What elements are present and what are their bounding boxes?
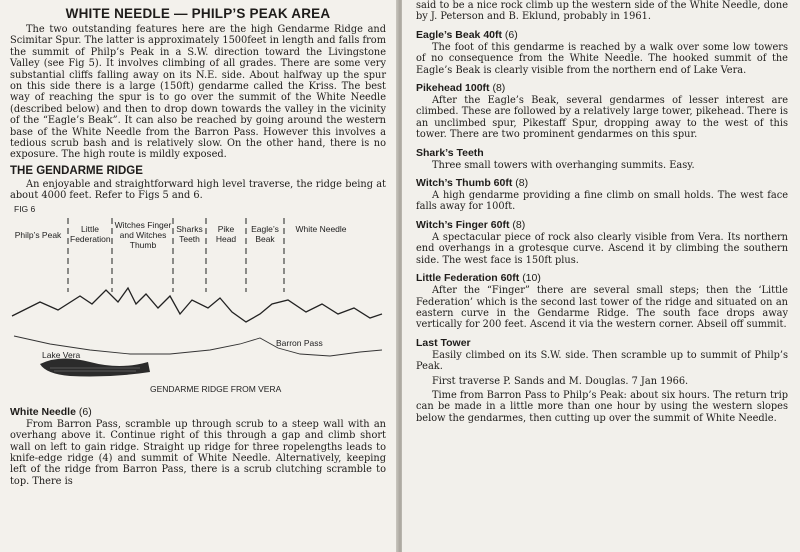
right-page <box>402 0 800 552</box>
section-text: The foot of this gendarme is reached by a walk over some low towers of no consequence from the White Needle. The hooked summit of the Eagle’s Beak is clearly visible from the northern end of Lake Vera. <box>416 41 788 76</box>
label-eagles-beak: Eagle’s Beak <box>251 223 279 244</box>
label-pike-head: Pike Head <box>215 223 237 244</box>
figure-6 <box>10 204 386 400</box>
section-heading <box>416 29 788 41</box>
figure-caption: GENDARME RIDGE FROM VERA <box>150 383 282 394</box>
section-name: Witch’s Thumb 60ft <box>416 177 513 190</box>
section-text: After the Eagle’s Beak, several gendarmes of lesser interest are climbed. These are followed by a relatively large tower, pikehead. There is an unclimbed spur, Pikestaff Spur, dropping away to the west of this tower. There are two prominent gendarmes on this spur. <box>416 95 788 141</box>
section-name: Eagle’s Beak 40ft <box>416 28 502 41</box>
figure-number: FIG 6 <box>14 203 36 214</box>
label-philps-peak: Philp’s Peak <box>14 229 62 240</box>
gendarme-ridge-heading: THE GENDARME RIDGE <box>10 164 143 177</box>
section-heading <box>416 272 788 284</box>
label-witches: Witches Finger and Witches Thumb <box>114 219 172 250</box>
section-grade: (6) <box>504 28 518 41</box>
section-heading <box>416 337 788 349</box>
left-page <box>0 0 398 552</box>
section-grade: (8) <box>492 82 506 95</box>
section-grade: (10) <box>522 272 541 285</box>
label-little-federation: Little Federation <box>70 223 111 244</box>
time-paragraph: Time from Barron Pass to Philp’s Peak: about six hours. The return trip can be made in a little more than one hour by using the western slopes below the gendarmes, then cutting up over the summit of White Needle. <box>416 389 788 424</box>
section-grade: (8) <box>512 218 526 231</box>
section-heading <box>416 147 788 159</box>
section-name: Witch’s Finger 60ft <box>416 218 510 231</box>
section-grade: (8) <box>515 177 529 190</box>
label-white-needle: White Needle <box>295 223 347 234</box>
section-heading <box>416 177 788 189</box>
first-traverse-note: First traverse P. Sands and M. Douglas. 7 Jan 1966. <box>432 375 689 387</box>
page-title: WHITE NEEDLE — PHILP’S PEAK AREA <box>65 6 331 21</box>
white-needle-paragraph: From Barron Pass, scramble up through scrub to a steep wall with an overhang above it. Continue right of this through a gap and climb short wall on left to gain ridge. Straight up ridge for three ropelengths leads to knife-edge ridge (4) and summit of White Needle. Alternatively, keeping left of the ridge from Barron Pass, there is a scrub clutching scramble to top. There is <box>10 418 386 487</box>
continuation-paragraph: said to be a nice rock climb up the western side of the White Needle, done by J. Peterson and B. Eklund, probably in 1961. <box>416 0 788 23</box>
gendarme-ridge-paragraph: An enjoyable and straightforward high level traverse, the ridge being at about 4000 feet. Refer to Figs 5 and 6. <box>10 178 386 202</box>
section-text: A high gendarme providing a fine climb on small holds. The west face falls away for 100ft. <box>416 190 788 213</box>
white-needle-name: White Needle <box>10 405 76 418</box>
ridge-outline <box>12 288 382 322</box>
section-heading <box>416 219 788 231</box>
section-name: Pikehead 100ft <box>416 82 490 95</box>
intro-paragraph: The two outstanding features here are the high Gendarme Ridge and Scimitar Spur. The latter is approximately 1500feet in length and falls from the summit of Philp’s Peak in a S.W. direction toward the Livingstone Valley (see Fig 5). It involves climbing of all grades. There are some very substantial cliffs falling away on its N.E. side. About halfway up the spur on this side there is a large (150ft) gendarme called the Kriss. The best way of reaching the spur is to go over the summit of the White Needle (described below) and then to drop down towards the valley in the vicinity of the “Eagle’s Beak”. It can also be reached by going around the western base of the White Needle from the Barron Pass. However this involves a tedious scrub bash and is relatively slow. On the other hand, there is no exposure. The high route is mildly exposed. <box>10 24 386 161</box>
section-name: Last Tower <box>416 336 471 349</box>
label-lake-vera: Lake Vera <box>42 349 81 360</box>
section-heading <box>416 82 788 94</box>
section-text: A spectacular piece of rock also clearly visible from Vera. Its northern end overhangs in a grotesque curve. Ascend it by climbing the southern side. The west face is 150ft plus. <box>416 231 788 266</box>
white-needle-grade: (6) <box>78 405 92 418</box>
label-sharks-teeth: Sharks Teeth <box>176 223 203 244</box>
section-text: After the “Finger” there are several small steps; then the ‘Little Federation’ which is the second last tower of the ridge and situated on an eastern curve in the Gendarme Ridge. The south face drops away vertically for 200 feet. Ascend it via the western corner. Abseil off summit. <box>416 285 788 331</box>
lake-shore <box>40 358 150 376</box>
section-name: Little Federation 60ft <box>416 272 520 285</box>
white-needle-heading <box>10 406 386 418</box>
label-barron-pass: Barron Pass <box>276 337 323 348</box>
section-name: Shark’s Teeth <box>416 146 484 159</box>
section-text: Three small towers with overhanging summits. Easy. <box>432 159 695 171</box>
section-text: Easily climbed on its S.W. side. Then scramble up to summit of Philp’s Peak. <box>416 349 788 373</box>
